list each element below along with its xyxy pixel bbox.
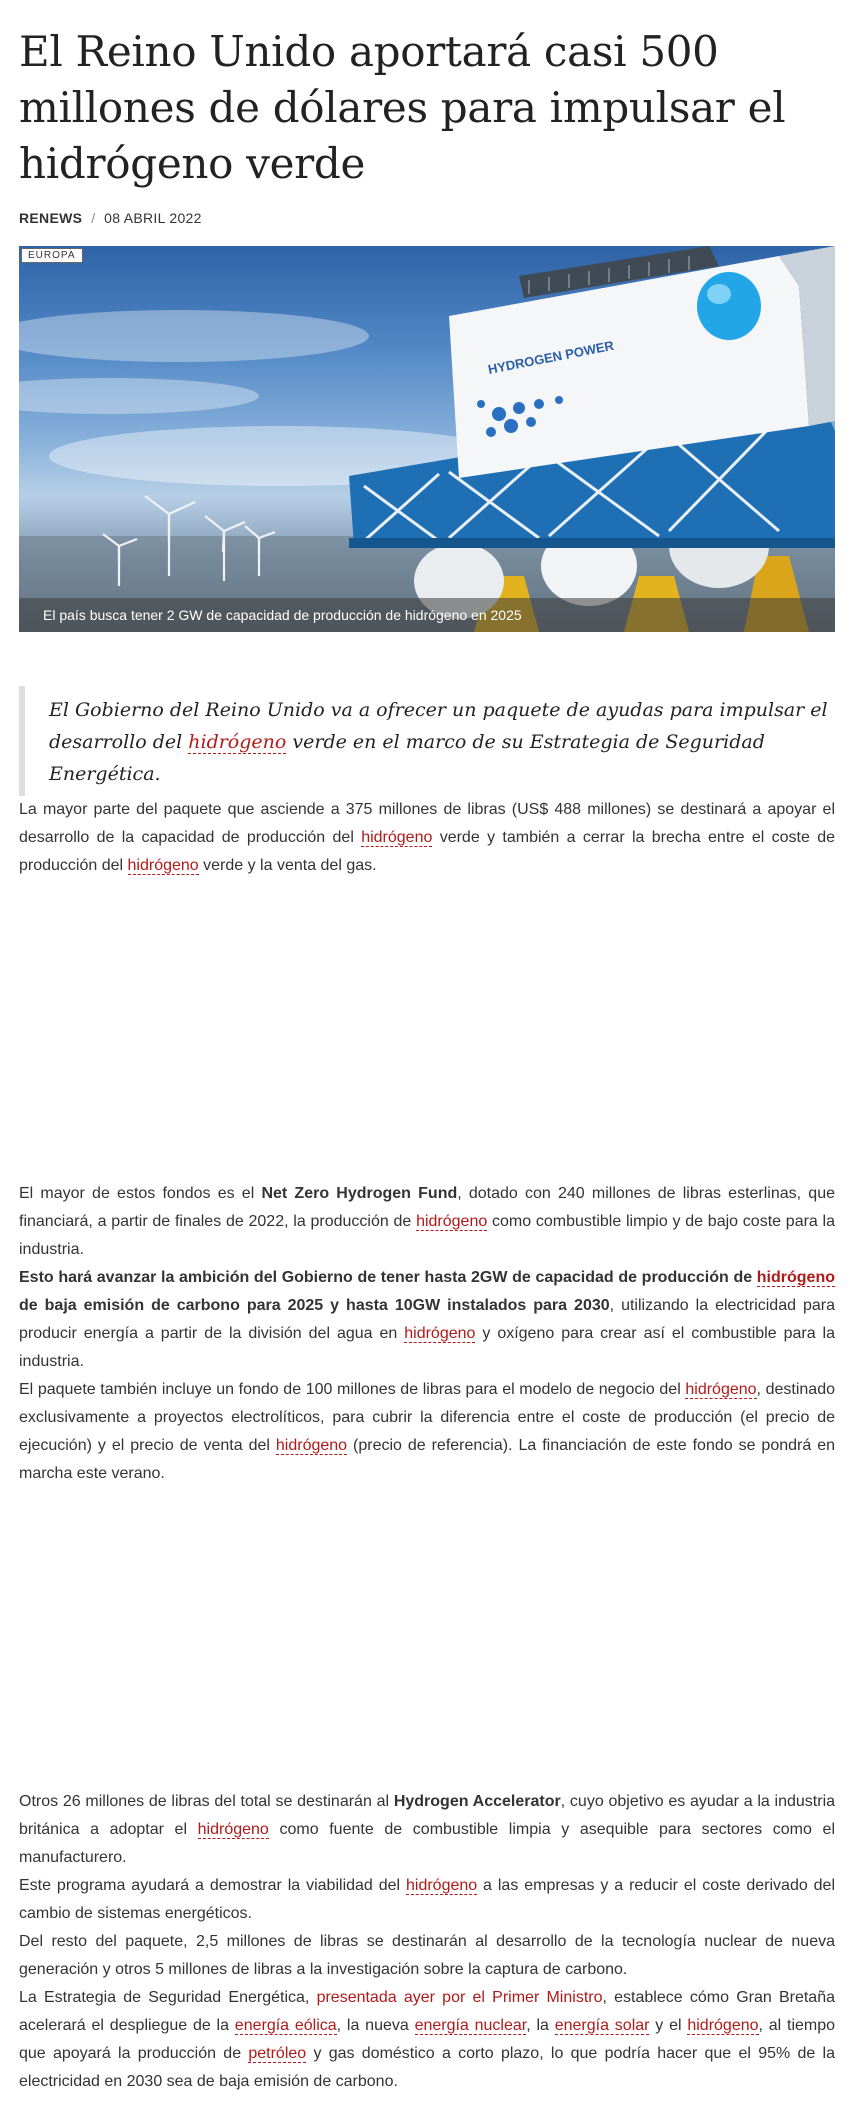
keyword-link[interactable]: hidrógeno xyxy=(687,2017,759,2034)
meta-separator: / xyxy=(91,210,96,226)
keyword-link[interactable]: hidrógeno xyxy=(197,1821,269,1838)
keyword-link[interactable]: energía solar xyxy=(554,2017,650,2034)
body-paragraph xyxy=(19,1928,835,1984)
hydrogen-platform-illustration xyxy=(19,246,835,632)
text-run: (precio de referencia). La financiación de este fondo se pondrá en marcha este verano. xyxy=(19,1437,835,1482)
text-run: Este programa ayudará a demostrar la viabilidad del xyxy=(19,1877,406,1894)
text-run: , la xyxy=(526,2017,555,2034)
bold-text: Net Zero Hydrogen Fund xyxy=(261,1185,458,1202)
keyword-link[interactable]: hidrógeno xyxy=(416,1213,488,1230)
body-paragraph xyxy=(19,1872,835,1928)
body-paragraph xyxy=(19,1376,835,1488)
keyword-link[interactable]: petróleo xyxy=(248,2045,307,2062)
body-paragraph xyxy=(19,1984,835,2096)
lead-text xyxy=(49,694,835,790)
bold-text: Hydrogen Accelerator xyxy=(393,1793,561,1810)
ad-space xyxy=(19,1488,835,1788)
author-link[interactable]: RENEWS xyxy=(19,210,83,226)
publish-date: 08 ABRIL 2022 xyxy=(104,210,202,226)
keyword-link[interactable]: hidrógeno xyxy=(404,1325,476,1342)
text-run: verde y la venta del gas. xyxy=(198,857,377,874)
text-run: y el xyxy=(649,2017,688,2034)
text-run: La mayor parte del paquete que asciende a 375 millones de libras (US$ 488 millones) se destinará a apoyar el desarrollo de la capacidad de producción del xyxy=(19,801,835,846)
text-run: y gas doméstico a corto plazo, lo que podría hacer que el 95% de la electricidad en 2030 sea de baja emisión de carbono. xyxy=(19,2045,835,2090)
keyword-link[interactable]: energía nuclear xyxy=(414,2017,527,2034)
text-run: , la nueva xyxy=(336,2017,415,2034)
keyword-link[interactable]: hidrógeno xyxy=(361,829,433,846)
lead-text-part: verde en el marco de su Estrategia de Seguridad Energética. xyxy=(49,731,765,785)
keyword-link[interactable]: hidrógeno xyxy=(188,731,287,753)
body-paragraph xyxy=(19,1264,835,1376)
body-paragraph xyxy=(19,796,835,880)
text-run: , dotado con 240 millones de libras esterlinas, que financiará, a partir de finales de 2022, la producción de xyxy=(19,1185,835,1230)
ad-space xyxy=(19,880,835,1180)
bold-text: de baja emisión de carbono para 2025 y hasta 10GW instalados para 2030 xyxy=(19,1297,610,1314)
text-run: La Estrategia de Seguridad Energética, xyxy=(19,1989,317,2006)
text-run: , al tiempo que apoyará la producción de xyxy=(19,2017,836,2062)
text-run: , utilizando la electricidad para producir energía a partir de la división del agua en xyxy=(19,1297,836,1342)
keyword-link[interactable]: hidrógeno xyxy=(127,857,199,874)
image-caption: El país busca tener 2 GW de capacidad de producción de hidrógeno en 2025 xyxy=(19,598,835,632)
text-run: y oxígeno para crear así el combustible para la industria. xyxy=(19,1325,835,1370)
lead-text-part: El Gobierno del Reino Unido va a ofrecer un paquete de ayudas para impulsar el desarrollo del xyxy=(49,699,828,753)
article-title: El Reino Unido aportará casi 500 millones de dólares para impulsar el hidrógeno verde xyxy=(19,27,786,188)
text-run: Del resto del paquete, 2,5 millones de libras se destinarán al desarrollo de la tecnología nuclear de nueva generación y otros 5 millones de libras a la investigación sobre la captura de carbono. xyxy=(19,1933,835,1978)
article-meta xyxy=(19,208,835,228)
article-link[interactable]: presentada ayer por el Primer Ministro xyxy=(316,1989,603,2006)
keyword-link[interactable]: hidrógeno xyxy=(756,1269,835,1286)
bold-text: Esto hará avanzar la ambición del Gobierno de tener hasta 2GW de capacidad de producción de xyxy=(19,1269,757,1286)
body-paragraph xyxy=(19,1180,835,1264)
body-paragraph xyxy=(19,1788,835,1872)
text-run: como combustible limpio y de bajo coste para la industria. xyxy=(19,1213,836,1258)
platform-sign-text: HYDROGEN POWER xyxy=(486,337,616,377)
text-run: como fuente de combustible limpia y asequible para sectores como el manufacturero. xyxy=(19,1821,835,1866)
lead-quote xyxy=(19,686,835,796)
text-run: El mayor de estos fondos es el xyxy=(19,1185,262,1202)
text-run: El paquete también incluye un fondo de 100 millones de libras para el modelo de negocio del xyxy=(19,1381,686,1398)
keyword-link[interactable]: hidrógeno xyxy=(405,1877,478,1894)
keyword-link[interactable]: hidrógeno xyxy=(685,1381,757,1398)
article xyxy=(19,0,835,2096)
text-run: Otros 26 millones de libras del total se destinarán al xyxy=(19,1793,394,1810)
keyword-link[interactable]: energía eólica xyxy=(234,2017,337,2034)
text-run: verde y también a cerrar la brecha entre el coste de producción del xyxy=(19,829,835,874)
text-run: a las empresas y a reducir el coste derivado del cambio de sistemas energéticos. xyxy=(19,1877,836,1922)
text-run: , destinado exclusivamente a proyectos electrolíticos, para cubrir la diferencia entre el coste de producción (el precio de ejecución) y el precio de venta del xyxy=(19,1381,835,1454)
text-run: , cuyo objetivo es ayudar a la industria británica a adoptar el xyxy=(19,1793,836,1838)
keyword-link[interactable]: hidrógeno xyxy=(275,1437,348,1454)
category-tag[interactable]: EUROPA xyxy=(21,248,83,263)
text-run: , establece cómo Gran Bretaña acelerará el despliegue de la xyxy=(19,1989,836,2034)
hero-image xyxy=(19,246,835,632)
article-body xyxy=(19,796,835,2096)
